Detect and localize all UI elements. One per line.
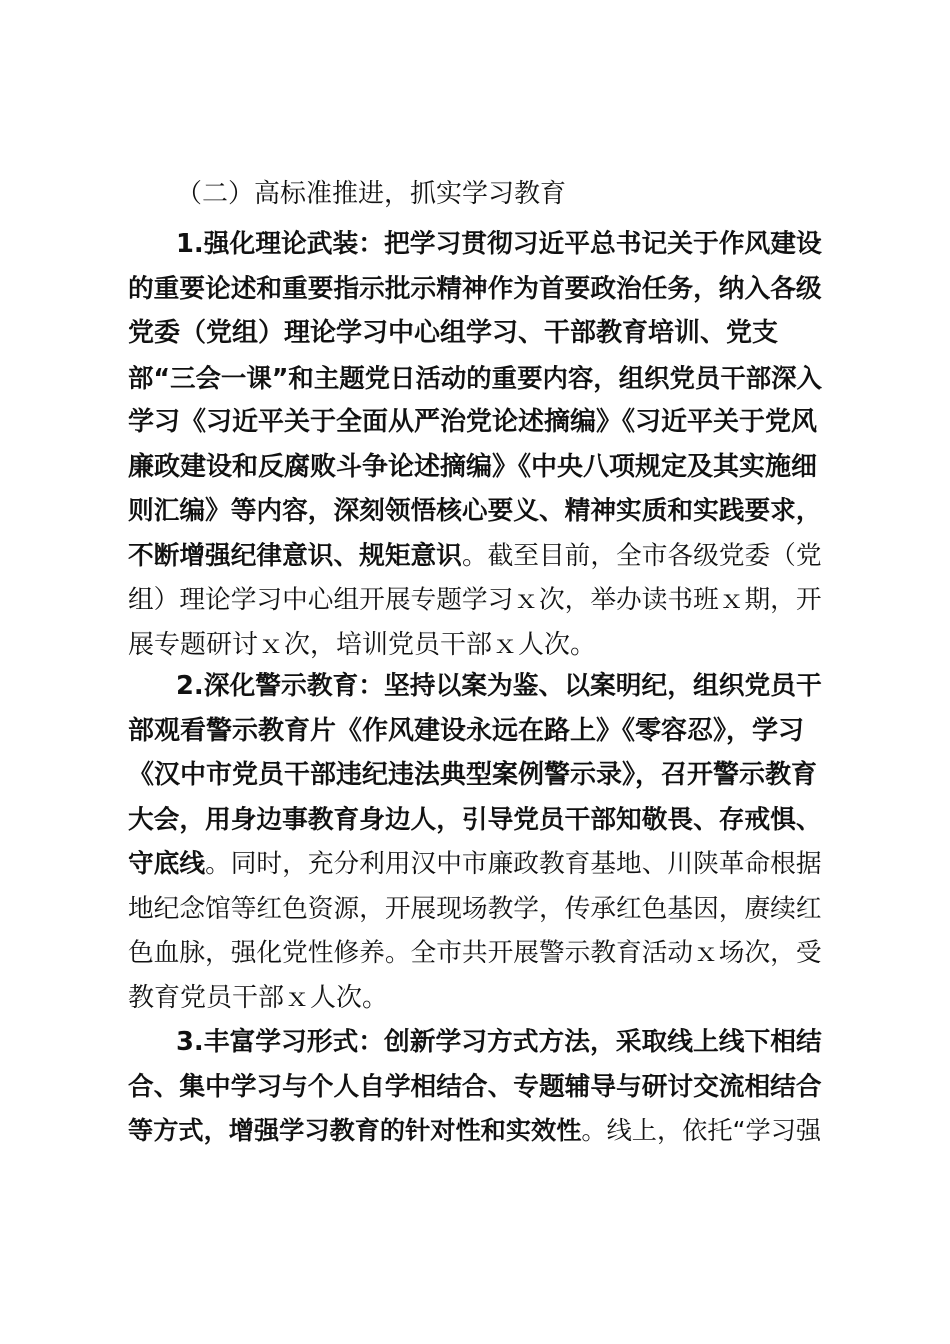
body-text: 色血脉，强化党性修养。全市共开展警示教育活动ｘ场次，受 — [128, 938, 822, 968]
body-text: 。线上，依托“学习强 — [581, 1116, 822, 1145]
text-line — [176, 664, 822, 708]
bold-text: 的重要论述和重要指示批示精神作为首要政治任务，纳入各级 — [128, 273, 822, 304]
text-line — [128, 623, 596, 667]
section-heading: （二）高标准推进，抓实学习教育 — [176, 179, 567, 209]
text-line — [128, 1109, 821, 1153]
bold-text: 守底线 — [128, 849, 206, 879]
bold-text: 学习《习近平关于全面从严治党论述摘编》《习近平关于党风 — [128, 407, 818, 437]
text-line — [176, 1020, 822, 1064]
body-text: 。截至目前，全市各级党委（党 — [461, 540, 822, 571]
text-line — [128, 753, 817, 797]
bold-text: 2.深化警示教育：坚持以案为鉴、以案明纪，组织党员干 — [176, 671, 822, 701]
bold-text: 大会，用身边事教育身边人，引导党员干部知敬畏、存戒惧、 — [128, 804, 822, 835]
body-text: 组）理论学习中心组开展专题学习ｘ次，举办读书班ｘ期，开 — [128, 585, 822, 615]
body-text: 地纪念馆等红色资源，开展现场教学，传承红色基因，赓续红 — [128, 893, 822, 924]
text-line — [128, 311, 778, 355]
bold-text: 不断增强纪律意识、规矩意识 — [128, 540, 462, 571]
text-line — [128, 578, 822, 622]
bold-text: 《汉中市党员干部违纪违法典型案例警示录》，召开警示教育 — [128, 760, 818, 790]
bold-text: 合、集中学习与个人自学相结合、专题辅导与研讨交流相结合 — [128, 1071, 822, 1102]
text-line — [128, 931, 822, 975]
text-line — [128, 400, 817, 444]
bold-text: 等方式，增强学习教育的针对性和实效性 — [128, 1116, 582, 1145]
body-text: 。同时，充分利用汉中市廉政教育基地、川陕革命根据 — [205, 849, 822, 879]
bold-text: 廉政建设和反腐败斗争论述摘编》《中央八项规定及其实施细 — [128, 451, 818, 482]
text-line — [128, 842, 822, 886]
text-line — [128, 709, 804, 753]
text-line — [128, 887, 822, 931]
text-line — [128, 489, 822, 533]
bold-text: 则汇编》等内容，深刻领悟核心要义、精神实质和实践要求， — [128, 496, 822, 526]
text-line — [128, 976, 388, 1020]
bold-text: 1.强化理论武装：把学习贯彻习近平总书记关于作风建设 — [176, 229, 822, 259]
text-line — [176, 222, 822, 266]
text-line — [128, 445, 817, 489]
bold-text: 部观看警示教育片《作风建设永远在路上》《零容忍》，学习 — [128, 715, 805, 746]
bold-text: 部“三会一课”和主题党日活动的重要内容，组织党员干部深入 — [128, 362, 822, 393]
text-line — [128, 1065, 822, 1109]
text-line — [128, 798, 822, 842]
bold-text: 3.丰富学习形式：创新学习方式方法，采取线上线下相结 — [176, 1027, 822, 1057]
text-line — [128, 267, 822, 311]
bold-text: 党委（党组）理论学习中心组学习、干部教育培训、党支 — [128, 318, 779, 348]
text-line — [128, 534, 822, 578]
body-text: 教育党员干部ｘ人次。 — [128, 982, 389, 1013]
body-text: 展专题研讨ｘ次，培训党员干部ｘ人次。 — [128, 629, 597, 660]
text-line — [128, 356, 822, 400]
